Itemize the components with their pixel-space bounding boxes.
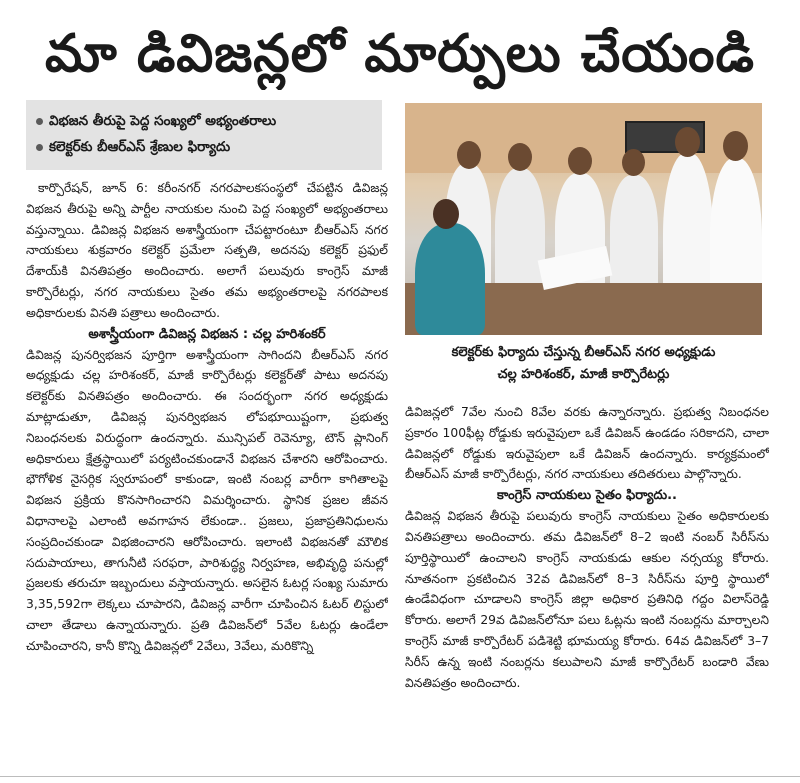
article-right-column bbox=[405, 402, 769, 774]
highlight-item bbox=[36, 108, 372, 134]
photo-head bbox=[433, 199, 459, 229]
photo-head bbox=[723, 131, 748, 161]
highlight-text: విభజన తీరుపై పెద్ద సంఖ్యలో అభ్యంతరాలు bbox=[49, 113, 277, 129]
photo-person-seated bbox=[415, 223, 485, 335]
highlight-item bbox=[36, 134, 372, 160]
article-paragraph: డివిజన్లలో 7వేల నుంచి 8వేల వరకు ఉన్నారన్నారు. ప్రభుత్వ నిబంధనల ప్రకారం 100ఫీట్ల రోడ్డుకు ఇరువైపులా ఒకే డివిజన్ ఉండడం సరికాదని, చాలా డివిజన్లలో రోడ్డుకు ఇరువైపులా ఒకే డివిజన్ ఉందన్నారు. కార్యక్రమంలో బీఆర్ఎస్ మాజీ కార్పొరేటర్లు, నగర నాయకులు తదితరులు పాల్గొన్నారు. bbox=[405, 405, 769, 482]
photo-head bbox=[622, 149, 645, 176]
caption-line: కలెక్టర్‌కు ఫిర్యాదు చేస్తున్న బీఆర్ఎస్ నగర అధ్యక్షుడు bbox=[451, 345, 716, 360]
bullet-icon bbox=[36, 144, 43, 151]
article-paragraph: డివిజన్ల పునర్విభజన పూర్తిగా అశాస్త్రీయంగా సాగిందని బీఆర్ఎస్ నగర అధ్యక్షుడు చల్ల హరిశంకర్, మాజీ కార్పొరేటర్లు కలెక్టర్‌తో పాటు అదనపు కలెక్టర్‌కు వినతిపత్రం అందించారు. ఈ సందర్భంగా నగర అధ్యక్షుడు మాట్లాడుతూ, డివిజన్ల పునర్విభజన లోపభూయిష్టంగా, ప్రభుత్వ నిబంధనలకు విరుద్ధంగా ఉందన్నారు. మున్సిపల్ రెవెన్యూ, టౌన్ ప్లానింగ్ అధికారులు క్షేత్రస్థాయిలో పర్యటించకుండానే విభజన చేశారని ఆరోపించారు. భౌగోళిక నైసర్గిక స్వరూపంలో కాకుండా, ఇంటి నంబర్ల వారీగా కాగితాలపై విభజన ప్రక్రియ కొనసాగించారని విమర్శించారు. స్థానిక ప్రజల జీవన విధానాలపై ఎలాంటి అవగాహన లేకుండా.. ప్రజలు, ప్రజాప్రతినిధులను సంప్రదించకుండా విభజించారని ఆరోపించారు. ఇలాంటి విభజనతో మౌలిక సదుపాయాలు, తాగునీటి సరఫరా, పారిశుద్ధ్య నిర్వహణ, అభివృద్ధి పనుల్లో ప్రజలకు తరుచూ ఇబ్బందులు వస్తాయన్నారు. అసలైన ఓటర్ల సంఖ్య సుమారు 3,35,592గా లెక్కలు చూపారని, డివిజన్ల వారీగా చూపించిన ఓటర్ లిస్టులో చాలా తేడాలు ఉన్నాయన్నారు. ప్రతి డివిజన్‌లో 5వేల ఓటర్లు ఉండేలా చూపించారని, కానీ కొన్ని డివిజన్లలో 2వేలు, 3వేలు, మరికొన్ని bbox=[26, 347, 388, 653]
article-paragraph: కార్పొరేషన్, జూన్ 6: కరీంనగర్ నగరపాలకసంస్థలో చేపట్టిన డివిజన్ల విభజన తీరుపై అన్ని పార్టీల నాయకుల నుంచి పెద్ద సంఖ్యలో అభ్యంతరాలు వస్తున్నాయి. డివిజన్ల విభజన అశాస్త్రీయంగా చేపట్టారంటూ బీఆర్ఎస్ నగర నాయకులు శుక్రవారం కలెక్టర్ ప్రమేలా సత్పతి, అదనపు కలెక్టర్ ప్రఫుల్ దేశాయ్‌కి వినతిపత్రం అందించారు. అలాగే పలువురు కాంగ్రెస్ మాజీ కార్పొరేటర్లు, నగర నాయకులు సైతం తమ అభ్యంతరాలపై నగరపాలక అధికారులకు వినతి పత్రాలు అందించారు. bbox=[26, 181, 388, 320]
headline: మా డివిజన్లలో మార్పులు చేయండి bbox=[45, 24, 755, 84]
caption-line: చల్ల హరిశంకర్, మాజీ కార్పొరేటర్లు bbox=[497, 367, 670, 382]
photo-head bbox=[508, 143, 532, 171]
article-paragraph: డివిజన్ల విభజన తీరుపై పలువురు కాంగ్రెస్ నాయకులు సైతం అధికారులకు వినతిపత్రాలు అందించారు. తమ డివిజన్‌లో 8–2 ఇంటి నంబర్ సిరీస్‌ను పూర్తిస్థాయిలో ఉంచాలని కాంగ్రెస్ నాయకుడు ఆకుల నర్సయ్య కోరారు. నూతనంగా ప్రకటించిన 32వ డివిజన్‌లో 8–3 సిరీస్‌ను పూర్తి స్థాయిలో ఉండేవిధంగా చూడాలని కాంగ్రెస్ జిల్లా అధికార ప్రతినిధి గద్దం విలాస్‌రెడ్డి కోరారు. అలాగే 29వ డివిజన్‌లోనూ పలు ఓట్లను ఇంటి నంబర్లను మార్చాలని కాంగ్రెస్ మాజీ కార్పొరేటర్ పడిశెట్టి భూమయ్య కోరారు. 64వ డివిజన్‌లో 3–7 సిరీస్ ఉన్న ఇంటి నంబర్లను కలుపాలని మాజీ కార్పొరేటర్ బండారి వేణు వినతిపత్రం అందించారు. bbox=[405, 509, 769, 690]
photo-head bbox=[675, 127, 700, 157]
photo-person bbox=[495, 168, 545, 298]
article-subheading: కాంగ్రెస్ నాయకులు సైతం ఫిర్యాదు.. bbox=[497, 488, 677, 504]
news-photo bbox=[405, 103, 762, 335]
article-subheading: అశాస్త్రీయంగా డివిజన్ల విభజన : చల్ల హరిశంకర్ bbox=[88, 326, 326, 342]
photo-person bbox=[610, 175, 658, 293]
highlights-box bbox=[26, 100, 382, 170]
article-left-column bbox=[26, 178, 388, 783]
photo-head bbox=[568, 147, 592, 175]
highlight-text: కలెక్టర్‌కు బీఆర్ఎస్ శ్రేణుల ఫిర్యాదు bbox=[49, 139, 231, 155]
bullet-icon bbox=[36, 118, 43, 125]
photo-caption bbox=[405, 342, 762, 394]
photo-head bbox=[457, 141, 481, 169]
footer-divider bbox=[0, 776, 800, 777]
